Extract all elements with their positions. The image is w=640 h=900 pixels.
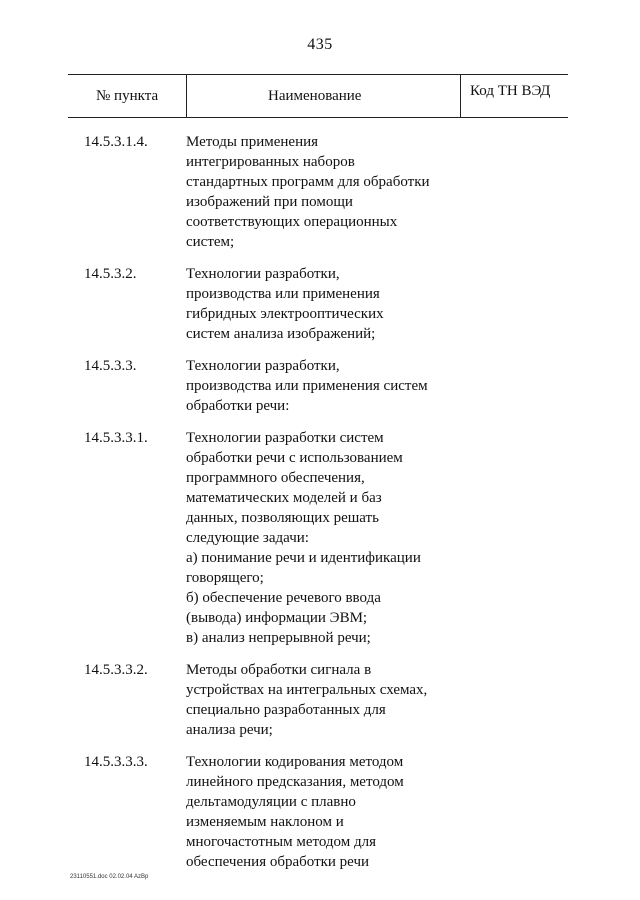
list-item [0,428,640,648]
list-item [0,660,640,740]
item-number: 14.5.3.3.1. [84,430,148,446]
item-number: 14.5.3.3.3. [84,754,148,770]
column-divider [460,75,461,117]
header-item-number: № пункта [96,88,159,104]
item-text: Технологии разработки, производства или применения гибридных электрооптических систем анализа изображений; [186,266,384,342]
item-text: Методы применения интегрированных наборов стандартных программ для обработки изображений при помощи соответствующих операционных систем; [186,134,430,250]
header-code: Код ТН ВЭД [470,83,551,99]
list-item [0,132,640,252]
item-text: Технологии разработки, производства или применения систем обработки речи: [186,358,428,414]
page-number: 435 [307,36,333,53]
item-number: 14.5.3.3.2. [84,662,148,678]
footer-document-code: 23110551.doc 02.02.04 AzBp [70,874,149,880]
list-item [0,752,640,872]
entries-list [0,132,640,884]
item-text: Методы обработки сигнала в устройствах на интегральных схемах, специально разработанных для анализа речи; [186,662,428,738]
header-name: Наименование [268,88,362,104]
list-item [0,264,640,344]
item-number: 14.5.3.2. [84,266,137,282]
item-text: Технологии кодирования методом линейного предсказания, методом дельтамодуляции с плавно изменяемым наклоном и многочастотным методом для обеспечения обработки речи [186,754,404,870]
item-number: 14.5.3.3. [84,358,137,374]
table-header [68,74,568,118]
list-item [0,356,640,416]
column-divider [186,75,187,117]
item-number: 14.5.3.1.4. [84,134,148,150]
item-text: Технологии разработки систем обработки речи с использованием программного обеспечения, математических моделей и баз данных, позволяющих решать следующие задачи: а) понимание речи и идентификации говорящего; б) обеспечение речевого ввода (вывода) информации ЭВМ; в) анализ непрерывной речи; [186,430,421,646]
